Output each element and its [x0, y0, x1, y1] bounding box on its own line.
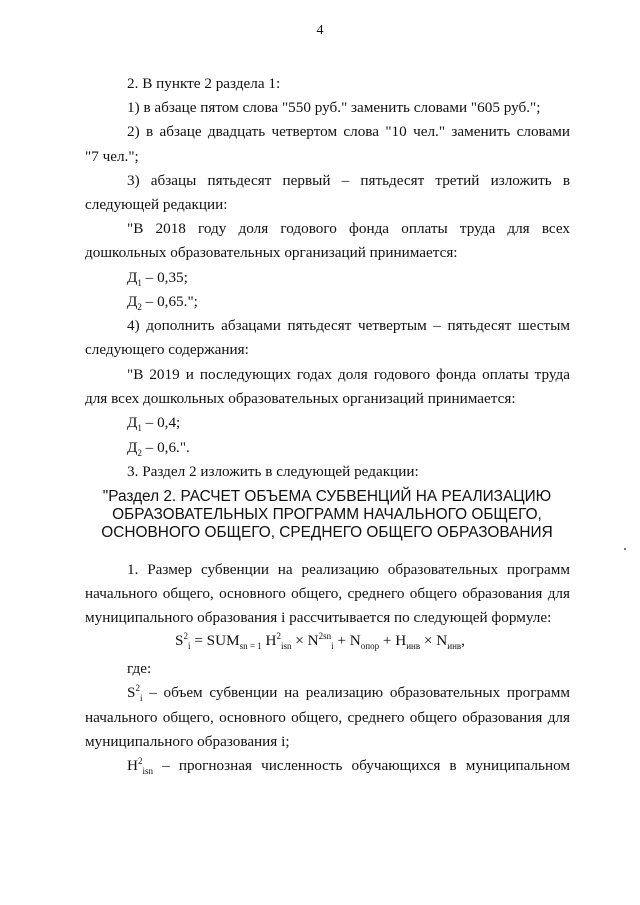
section-heading-line: ОБРАЗОВАТЕЛЬНЫХ ПРОГРАММ НАЧАЛЬНОГО ОБЩЕГО,	[112, 506, 542, 523]
paragraph-line: "7 чел.";	[85, 148, 139, 165]
coefficient-line: $Д_2 - 0,65$.";	[127, 293, 198, 313]
paragraph-line: начального общего, основного общего, среднего общего образования для	[85, 709, 570, 726]
coefficient-line: $Д_2 - 0,6$.".	[127, 439, 190, 459]
paragraph-line: 1) в абзаце пятом слова "550 руб." заменить словами "605 руб.";	[127, 99, 541, 116]
paragraph-line: следующей редакции:	[85, 196, 228, 213]
definition-line: $S^2_i$ – объем субвенции на реализацию образовательных программ	[127, 682, 570, 704]
paragraph-line: 1. Размер субвенции на реализацию образовательных программ	[127, 561, 570, 578]
paragraph-line: "В 2018 году доля годового фонда оплаты труда для всех	[127, 220, 570, 237]
coefficient-line: $Д_1 - 0,35$;	[127, 269, 188, 289]
paragraph-line: 2) в абзаце двадцать четвертом слова "10 чел." заменить словами	[127, 123, 570, 140]
paragraph-line: 4) дополнить абзацами пятьдесят четвертым – пятьдесят шестым	[127, 317, 570, 334]
definition-line: $H^2_{isn}$ – прогнозная численность обучающихся в муниципальном	[127, 755, 570, 777]
paragraph-line: 3) абзацы пятьдесят первый – пятьдесят третий изложить в	[127, 172, 570, 189]
section-heading-line: ОСНОВНОГО ОБЩЕГО, СРЕДНЕГО ОБЩЕГО ОБРАЗОВАНИЯ	[101, 524, 553, 541]
subvention-formula: $S^2_i = SUM_{sn = 1}$ $H^2_{isn} \times N^{2sn}_i + N_{опор} + H_{инв} \times N_{инв}$,	[175, 630, 465, 652]
paragraph-line: для всех дошкольных образовательных организаций принимается:	[85, 390, 516, 407]
paragraph-line: следующего содержания:	[85, 341, 249, 358]
paragraph-line: начального общего, основного общего, среднего общего образования для	[85, 585, 570, 602]
paragraph-line: "В 2019 и последующих годах доля годового фонда оплаты труда	[127, 366, 570, 383]
section-heading-line: "Раздел 2. РАСЧЕТ ОБЪЕМА СУБВЕНЦИЙ НА РЕАЛИЗАЦИЮ	[102, 488, 552, 505]
paragraph-line: муниципального образования i;	[85, 733, 290, 750]
paragraph-line: муниципального образования i рассчитывается по следующей формуле:	[85, 609, 552, 626]
paragraph-line: 2. В пункте 2 раздела 1:	[127, 75, 281, 92]
scan-speck	[624, 548, 626, 550]
paragraph-line: дошкольных образовательных организаций принимается:	[85, 244, 458, 261]
coefficient-line: $Д_1 - 0,4$;	[127, 414, 181, 434]
paragraph-line: где:	[127, 660, 152, 677]
page-number: 4	[316, 23, 324, 38]
paragraph-line: 3. Раздел 2 изложить в следующей редакции:	[127, 463, 419, 480]
